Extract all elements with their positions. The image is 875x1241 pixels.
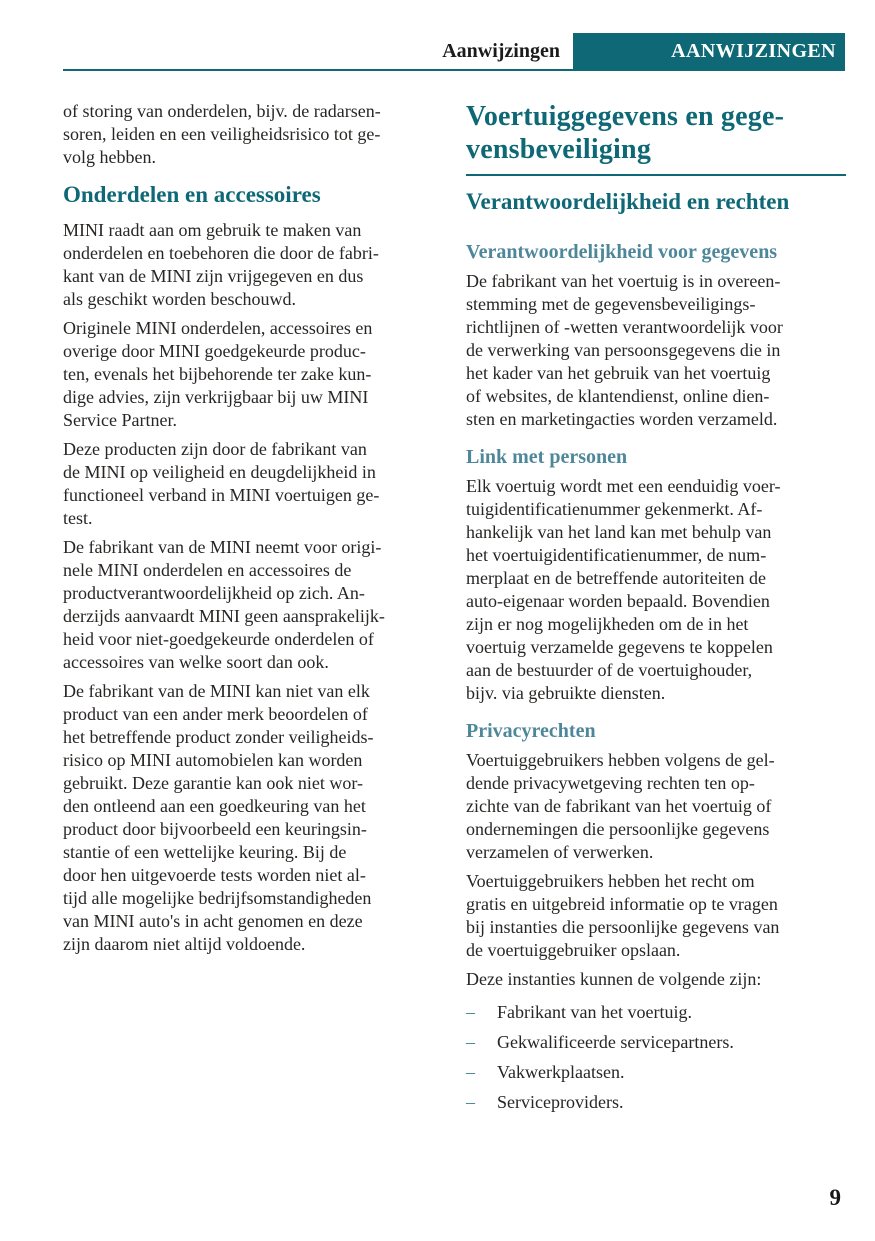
paragraph: De fabrikant van de MINI neemt voor origi- nele MINI onderdelen en accessoires de productverantwoordelijkheid op zich. An- derzijds aanvaardt MINI geen aansprakelijk- heid voor niet-goedgekeurde onderdelen of accessoires van welke soort dan ook. [63, 537, 385, 672]
page-number: 9 [829, 1185, 841, 1210]
paragraph: Originele MINI onderdelen, accessoires en overige door MINI goedgekeurde produc- ten, evenals het bijbehorende ter zake kun- dige advies, zijn verkrijgbaar bij uw MINI Service Partner. [63, 318, 373, 430]
right-column [466, 100, 846, 1117]
chapter-tab-label: AANWIJZINGEN [671, 39, 836, 62]
subheading-verantwoordelijkheid: Verantwoordelijkheid voor gegevens [466, 241, 778, 263]
dash-bullet: – [466, 1062, 475, 1082]
paragraph: Voertuiggebruikers hebben volgens de gel- dende privacywetgeving rechten ten op- zichte van de fabrikant van het voertuig of ondernemingen die persoonlijke gegevens verzamelen of verwerken. [466, 750, 775, 862]
section-heading-onderdelen: Onderdelen en accessoires [63, 182, 321, 207]
list-item [466, 997, 846, 1027]
title-rule [466, 174, 846, 176]
paragraph: Elk voertuig wordt met een eenduidig voer- tuigidentificatienummer gekenmerkt. Af- hankelijk van het land kan met behulp van het voertuigidentificatienummer, de num- merplaat en de betreffende autoriteiten de auto-eigenaar worden bepaald. Bovendien zijn er nog mogelijkheden om de in het voertuig verzamelde gegevens te koppelen aan de bestuurder of de voertuighouder, bijv. via gebruikte diensten. [466, 476, 781, 703]
dash-bullet: – [466, 1032, 475, 1052]
list-item-text: Serviceproviders. [497, 1092, 624, 1112]
list-item [466, 1057, 846, 1087]
list-item [466, 1027, 846, 1057]
chapter-title: Voertuiggegevens en gege- vensbeveiliging [466, 101, 785, 165]
paragraph: De fabrikant van het voertuig is in overeen- stemming met de gegevensbeveiligings- richtlijnen of -wetten verantwoordelijk voor de verwerking van persoonsgegevens die in het kader van het gebruik van het voertuig of websites, de klantendienst, online dien- sten en marketingacties worden verzameld. [466, 271, 783, 429]
subheading-privacyrechten: Privacyrechten [466, 720, 596, 742]
paragraph-intro-continuation: of storing van onderdelen, bijv. de radarsen- soren, leiden en een veiligheidsrisico tot ge- volg hebben. [63, 101, 381, 167]
list-item [466, 1087, 846, 1117]
subheading-link-met-personen: Link met personen [466, 446, 628, 468]
paragraph: De fabrikant van de MINI kan niet van elk product van een ander merk beoordelen of het betreffende product zonder veiligheids- risico op MINI automobielen kan worden gebruikt. Deze garantie kan ook niet wor- den ontleend aan een goedkeuring van het product door bijvoorbeeld een keuringsin- stantie of een wettelijke keuring. Bij de door hen uitgevoerde tests worden niet al- tijd alle mogelijke bedrijfsomstandigheden van MINI auto's in acht genomen en deze zijn daarom niet altijd voldoende. [63, 681, 374, 954]
running-header-title: Aanwijzingen [442, 39, 560, 62]
left-column [63, 100, 451, 962]
dash-bullet: – [466, 1002, 475, 1022]
list-item-text: Fabrikant van het voertuig. [497, 1002, 692, 1022]
dash-bullet: – [466, 1092, 475, 1112]
paragraph: Voertuiggebruikers hebben het recht om gratis en uitgebreid informatie op te vragen bij instanties die persoonlijke gegevens van de voertuiggebruiker opslaan. [466, 871, 780, 960]
paragraph: MINI raadt aan om gebruik te maken van onderdelen en toebehoren die door de fabri- kant van de MINI zijn vrijgegeven en dus als geschikt worden beschouwd. [63, 220, 379, 309]
list-item-text: Vakwerkplaatsen. [497, 1062, 625, 1082]
section-heading-rechten: Verantwoordelijkheid en rechten [466, 189, 790, 214]
instanties-list [466, 997, 846, 1117]
page-header [63, 33, 845, 69]
header-rule [63, 69, 845, 71]
chapter-tab [573, 33, 845, 69]
paragraph: Deze producten zijn door de fabrikant van de MINI op veiligheid en deugdelijkheid in functioneel verband in MINI voertuigen ge- test. [63, 439, 380, 528]
paragraph-list-intro: Deze instanties kunnen de volgende zijn: [466, 969, 762, 989]
list-item-text: Gekwalificeerde servicepartners. [497, 1032, 734, 1052]
